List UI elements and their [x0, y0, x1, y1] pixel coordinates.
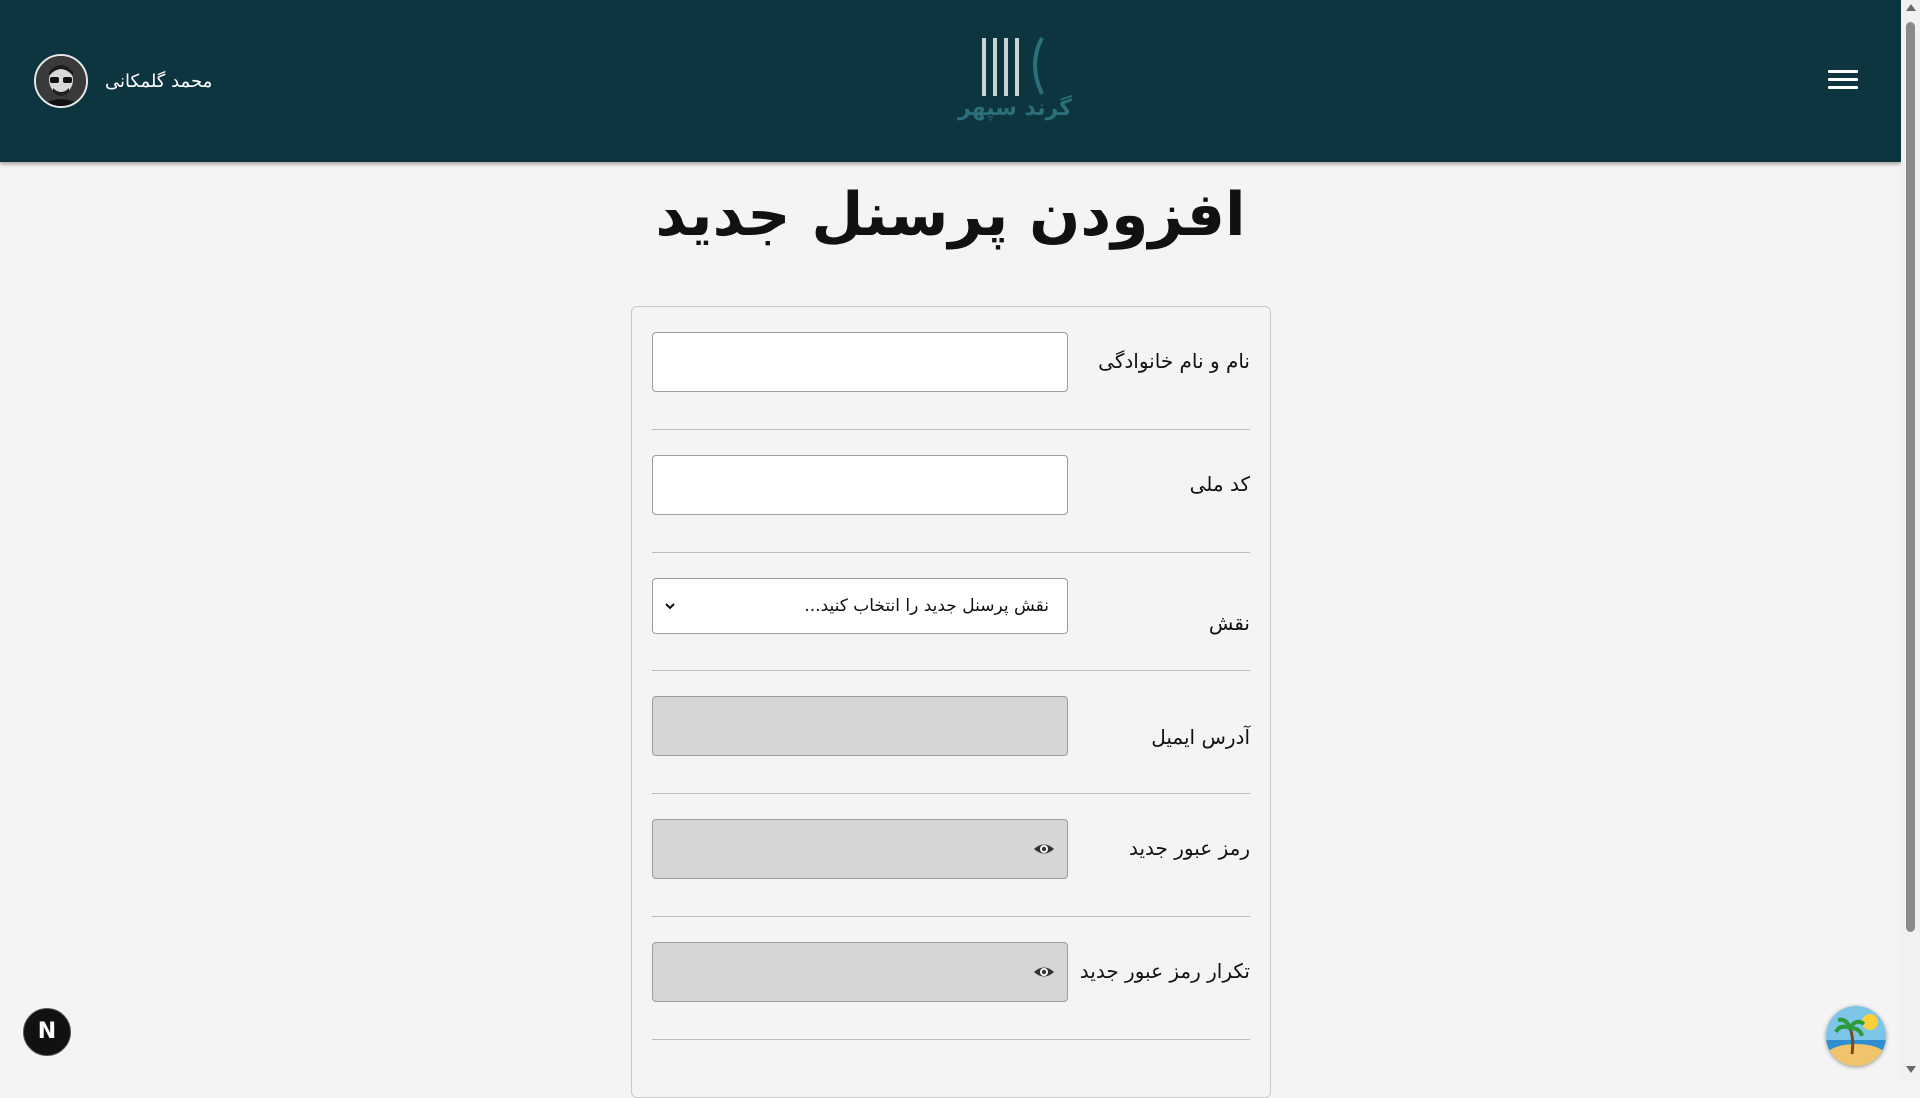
top-navbar — [0, 0, 1901, 162]
user-photo-icon — [36, 56, 86, 106]
logo-text: گرند سپهر — [958, 96, 1072, 121]
email-label: آدرس ایمیل — [1151, 725, 1250, 749]
full-name-label: نام و نام خانوادگی — [1098, 349, 1250, 373]
page-title: افزودن پرسنل جدید — [655, 180, 1246, 250]
new-password-row — [652, 819, 1250, 917]
eye-icon[interactable] — [1033, 840, 1055, 858]
national-code-label: کد ملی — [1189, 472, 1250, 496]
beach-island-icon — [1826, 1006, 1886, 1066]
brand-logo[interactable] — [958, 34, 1072, 126]
user-name[interactable]: محمد گلمکانی — [105, 70, 213, 92]
eye-icon[interactable] — [1033, 963, 1055, 981]
hamburger-icon-bar — [1828, 86, 1858, 89]
national-code-input[interactable] — [652, 455, 1068, 515]
hamburger-menu-button[interactable] — [1828, 70, 1858, 94]
add-personnel-form — [631, 306, 1271, 1098]
scrollbar-thumb[interactable] — [1906, 22, 1915, 932]
avatar[interactable] — [34, 54, 88, 108]
logo-mark-icon — [958, 34, 1072, 104]
role-label: نقش — [1208, 611, 1250, 635]
divider — [652, 429, 1250, 430]
full-name-input[interactable] — [652, 332, 1068, 392]
email-row — [652, 696, 1250, 794]
divider — [652, 916, 1250, 917]
theme-toggle-button[interactable] — [1826, 1006, 1886, 1066]
divider — [652, 793, 1250, 794]
scroll-down-arrow-icon[interactable] — [1906, 1066, 1916, 1073]
repeat-password-label: تکرار رمز عبور جدید — [1079, 959, 1250, 983]
full-name-row — [652, 332, 1250, 430]
divider — [652, 552, 1250, 553]
hamburger-icon-bar — [1828, 78, 1858, 81]
nextjs-dev-badge[interactable]: N — [23, 1008, 71, 1056]
role-select-value: نقش پرسنل جدید را انتخاب کنید... — [804, 596, 1049, 616]
repeat-password-input[interactable] — [652, 942, 1068, 1002]
national-code-row — [652, 455, 1250, 553]
scroll-up-arrow-icon[interactable] — [1906, 4, 1916, 11]
user-profile[interactable] — [34, 54, 212, 108]
role-row — [652, 578, 1250, 671]
role-select[interactable] — [652, 578, 1068, 634]
email-input[interactable] — [652, 696, 1068, 756]
divider — [652, 670, 1250, 671]
new-password-input[interactable] — [652, 819, 1068, 879]
new-password-label: رمز عبور جدید — [1128, 836, 1250, 860]
hamburger-icon — [1828, 70, 1858, 73]
repeat-password-row — [652, 942, 1250, 1040]
chevron-down-icon — [663, 599, 677, 613]
divider — [652, 1039, 1250, 1040]
vertical-scrollbar[interactable] — [1901, 0, 1920, 1080]
